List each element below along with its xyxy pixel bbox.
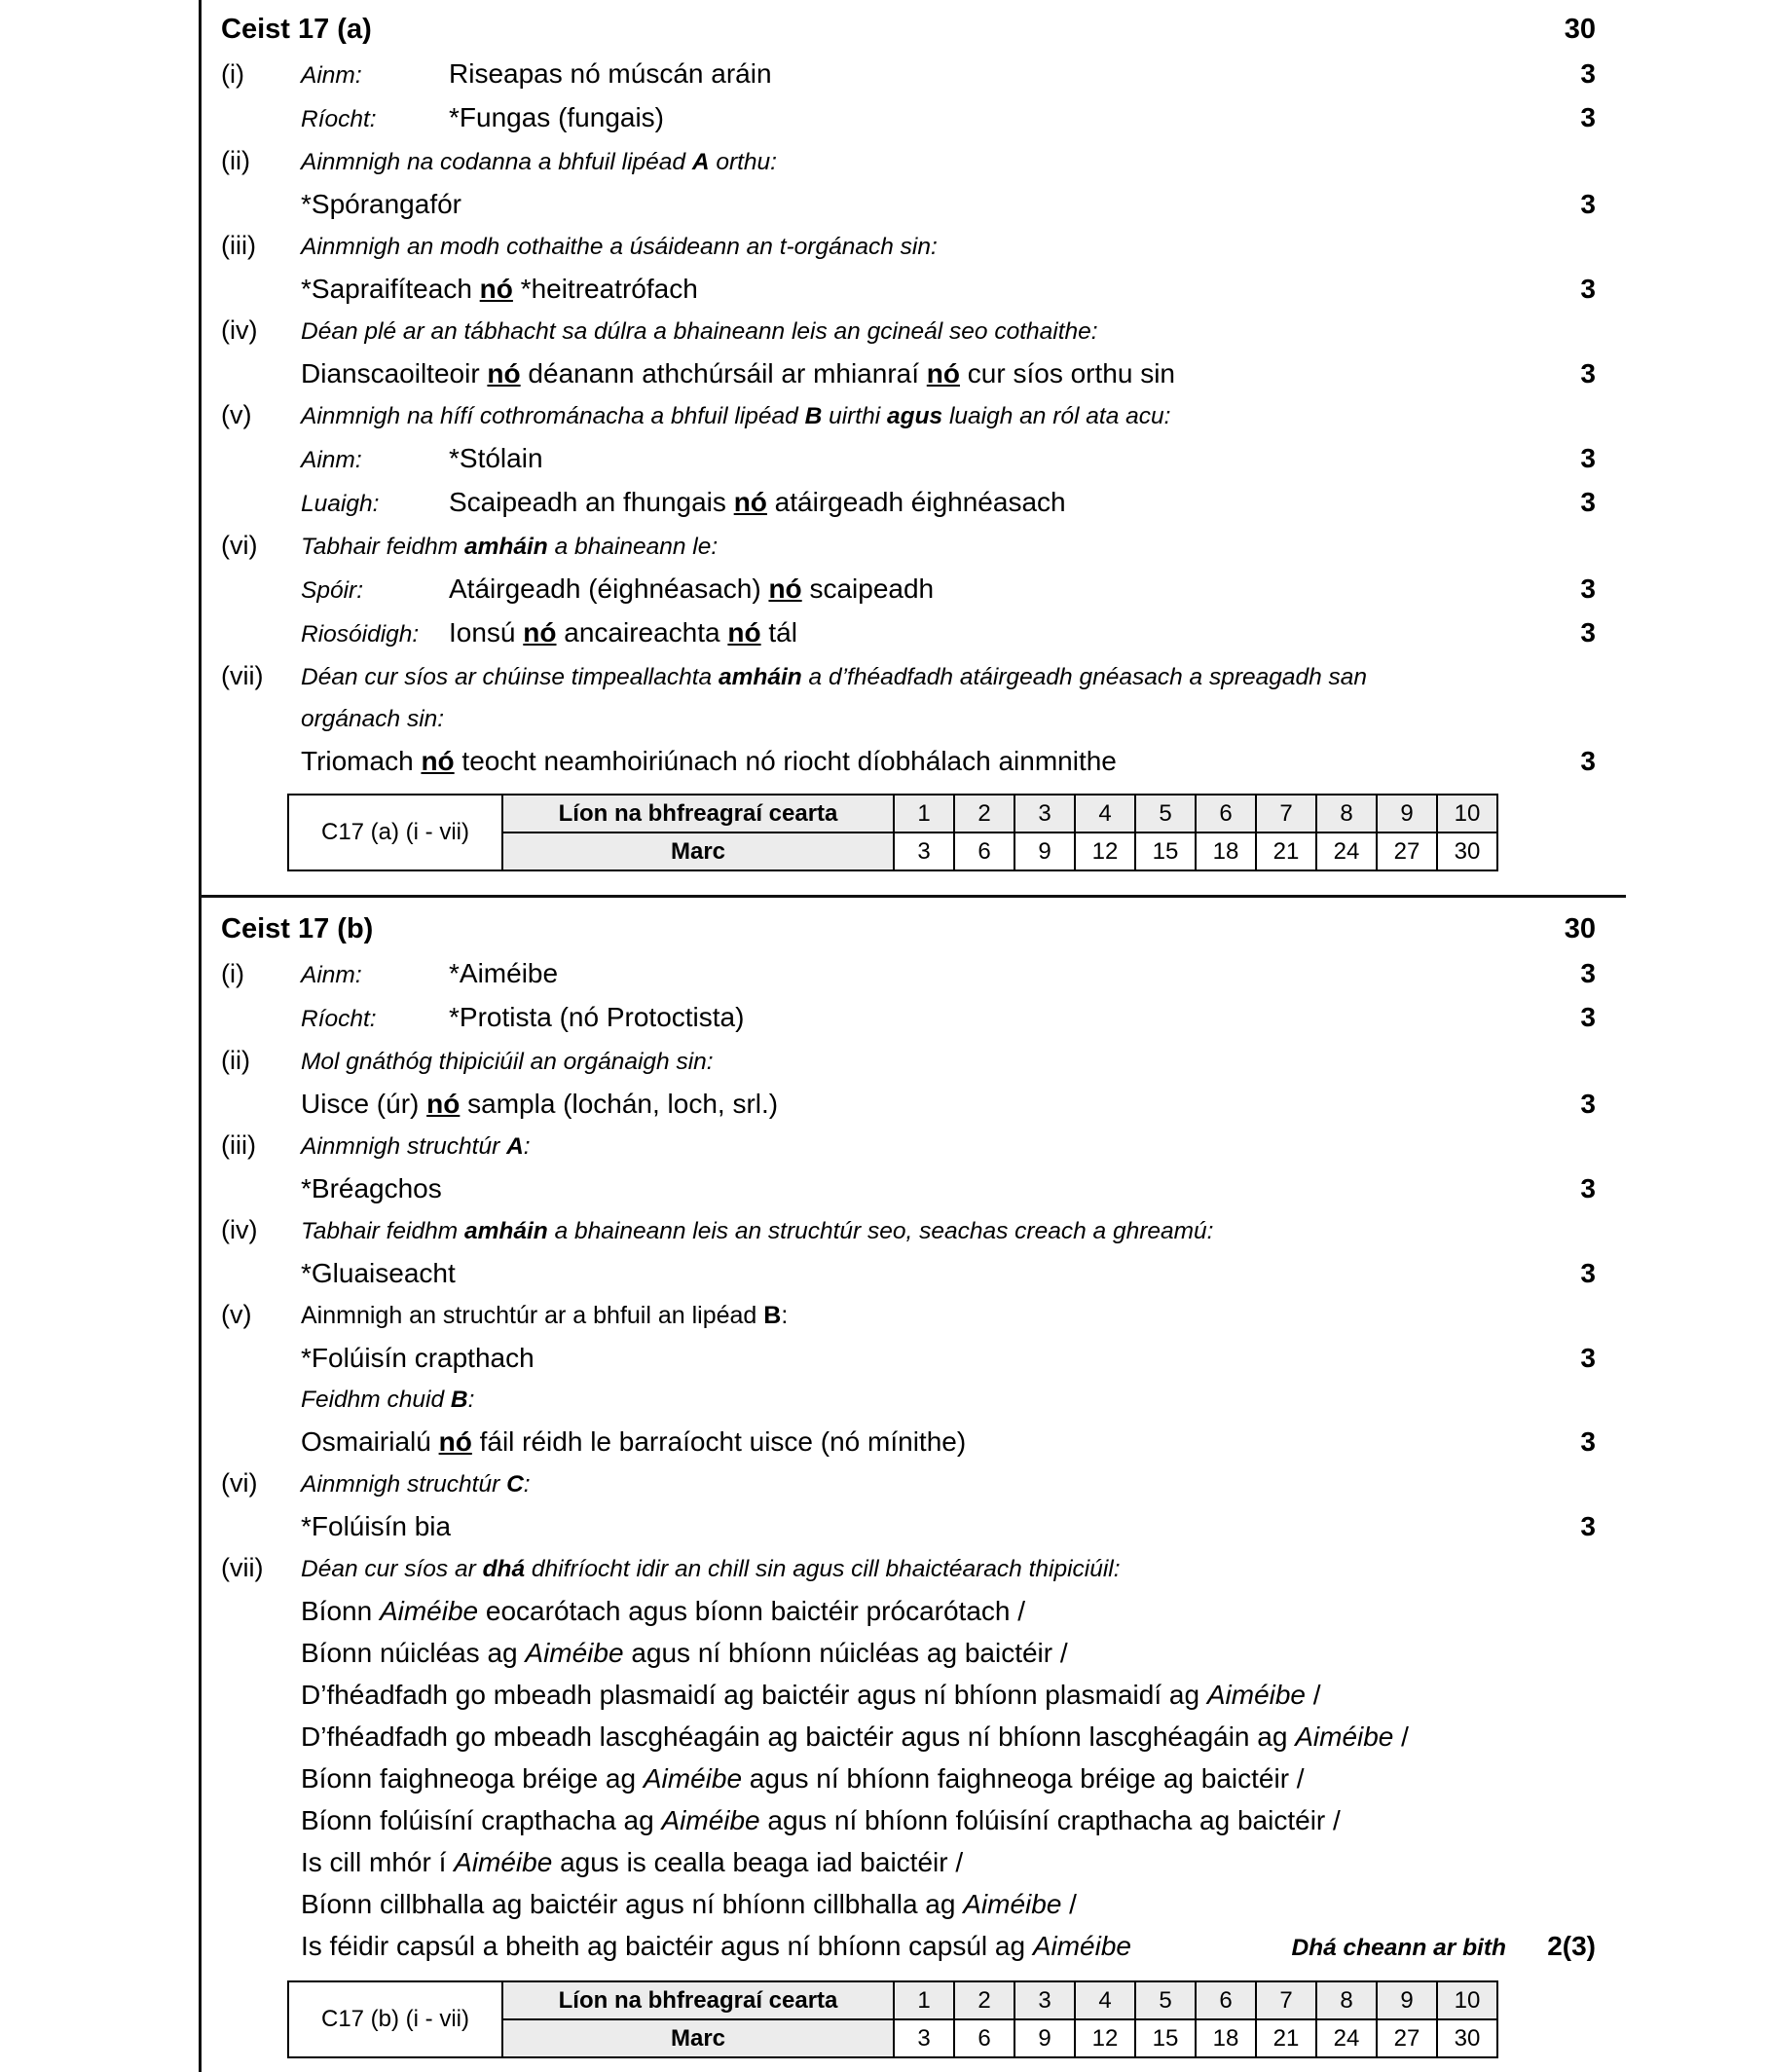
row-text: Bíonn núicléas ag Aiméibe agus ní bhíonn núicléas ag baictéir /	[301, 1638, 1068, 1668]
marks-summary-table-b	[287, 1980, 1498, 2058]
table-number-cell: 12	[1075, 832, 1135, 870]
question-row	[221, 1547, 1596, 1590]
mark-value: 3	[1580, 1511, 1596, 1541]
mark-value: 3	[1580, 1089, 1596, 1119]
row-text: Tabhair feidhm amháin a bhaineann leis an struchtúr seo, seachas creach a ghreamú:	[301, 1218, 1214, 1244]
answer-row	[221, 481, 1596, 525]
table-number-cell: 4	[1075, 795, 1135, 832]
item-number: (vi)	[221, 1468, 258, 1498]
answer-row	[221, 740, 1596, 782]
section-total-mark: 30	[1564, 14, 1596, 45]
item-number: (i)	[221, 959, 244, 988]
answer-row	[221, 1632, 1596, 1674]
answer-row	[221, 1083, 1596, 1125]
table-number-cell: 30	[1437, 832, 1497, 870]
table-number-cell: 6	[1196, 795, 1256, 832]
question-row	[221, 1294, 1596, 1337]
answer-row	[221, 1337, 1596, 1379]
answer-label: Ainm:	[301, 447, 362, 473]
table-number-cell: 9	[1377, 795, 1437, 832]
row-text: Ainmnigh an struchtúr ar a bhfuil an lipéad B:	[301, 1302, 789, 1329]
table-number-cell: 5	[1135, 795, 1196, 832]
row-text: *Sapraifíteach nó *heitreatrófach	[301, 274, 698, 304]
table-number-cell: 3	[1014, 795, 1075, 832]
mark-value: 3	[1580, 102, 1596, 132]
row-text: Is féidir capsúl a bheith ag baictéir agus ní bhíonn capsúl ag Aiméibe	[301, 1931, 1131, 1961]
table-number-cell: 5	[1135, 1981, 1196, 2019]
table-number-cell: 1	[894, 795, 954, 832]
answer-row	[221, 1883, 1596, 1925]
row-text: Ainmnigh na hífí cothrománacha a bhfuil lipéad B uirthi agus luaigh an ról ata acu:	[301, 403, 1171, 429]
row-text: *Spórangafór	[301, 189, 462, 219]
answer-label: Ríocht:	[301, 1006, 377, 1032]
table-header-marc: Marc	[502, 832, 894, 870]
answer-row	[221, 952, 1596, 996]
row-text: Ionsú nó ancaireachta nó tál	[449, 617, 797, 648]
row-text: Mol gnáthóg thipiciúil an orgánaigh sin:	[301, 1049, 714, 1075]
row-text: *Folúisín crapthach	[301, 1343, 535, 1373]
item-number: (ii)	[221, 146, 250, 175]
table-number-cell: 9	[1014, 832, 1075, 870]
mark-value: 3	[1580, 274, 1596, 304]
answer-row	[221, 568, 1596, 611]
table-number-cell: 15	[1135, 832, 1196, 870]
section-ceist-17b	[202, 895, 1626, 2072]
marks-summary-table-a	[287, 794, 1498, 871]
table-number-cell: 3	[894, 2019, 954, 2057]
mark-value: 3	[1580, 1258, 1596, 1288]
answer-row	[221, 183, 1596, 225]
question-row	[221, 310, 1596, 352]
answer-label: Riosóidigh:	[301, 621, 420, 648]
question-row	[221, 1125, 1596, 1167]
answer-row	[221, 996, 1596, 1040]
mark-value: 3	[1580, 574, 1596, 604]
row-text: Dianscaoilteoir nó déanann athchúrsáil ar mhianraí nó cur síos orthu sin	[301, 358, 1175, 388]
answer-row	[221, 1590, 1596, 1632]
table-header-marc: Marc	[502, 2019, 894, 2057]
item-number: (vii)	[221, 661, 264, 690]
row-text: Feidhm chuid B:	[301, 1387, 475, 1413]
mark-value: 3	[1580, 1002, 1596, 1032]
table-number-cell: 8	[1316, 1981, 1377, 2019]
answer-row	[221, 1716, 1596, 1758]
question-row	[221, 394, 1596, 437]
row-text: Osmairialú nó fáil réidh le barraíocht uisce (nó mínithe)	[301, 1426, 967, 1457]
item-number: (vii)	[221, 1553, 264, 1582]
row-text: Déan cur síos ar chúinse timpeallachta amháin a d’fhéadfadh atáirgeadh gnéasach a spreagadh san orgánach sin:	[301, 664, 1368, 732]
mark-value: 2(3)	[1547, 1931, 1596, 1961]
answer-row	[221, 437, 1596, 481]
row-text: Ainmnigh struchtúr C:	[301, 1471, 531, 1498]
section-ceist-17a	[202, 0, 1626, 885]
mark-value: 3	[1580, 487, 1596, 517]
table-number-cell: 6	[1196, 1981, 1256, 2019]
row-text: Bíonn Aiméibe eocarótach agus bíonn baictéir prócarótach /	[301, 1596, 1026, 1626]
section-title: Ceist 17 (b)	[221, 913, 374, 944]
table-number-cell: 3	[894, 832, 954, 870]
table-number-cell: 2	[954, 1981, 1014, 2019]
row-text: Déan plé ar an tábhacht sa dúlra a bhaineann leis an gcineál seo cothaithe:	[301, 318, 1098, 345]
answer-row	[221, 1841, 1596, 1883]
row-text: *Gluaiseacht	[301, 1258, 456, 1288]
table-number-cell: 7	[1256, 795, 1316, 832]
table-number-cell: 30	[1437, 2019, 1497, 2057]
mark-value: 3	[1580, 1173, 1596, 1203]
mark-value: 3	[1580, 443, 1596, 473]
row-text: Scaipeadh an fhungais nó atáirgeadh éighnéasach	[449, 487, 1066, 517]
row-text: Ainmnigh na codanna a bhfuil lipéad A orthu:	[301, 149, 777, 175]
row-text: Is cill mhór í Aiméibe agus is cealla beaga iad baictéir /	[301, 1847, 964, 1877]
item-number: (iv)	[221, 1215, 258, 1244]
answer-row	[221, 1505, 1596, 1547]
answer-row	[221, 611, 1596, 655]
section-total-mark: 30	[1564, 913, 1596, 944]
answer-row	[221, 1252, 1596, 1294]
table-number-cell: 6	[954, 2019, 1014, 2057]
table-number-cell: 18	[1196, 832, 1256, 870]
row-text: Uisce (úr) nó sampla (lochán, loch, srl.)	[301, 1089, 779, 1119]
answer-row	[221, 1925, 1596, 1969]
section-heading-row	[221, 6, 1596, 53]
marking-scheme-page	[199, 0, 1626, 2072]
table-number-cell: 10	[1437, 795, 1497, 832]
row-text: Bíonn faighneoga bréige ag Aiméibe agus ní bhíonn faighneoga bréige ag baictéir /	[301, 1763, 1305, 1794]
answer-row	[221, 53, 1596, 96]
table-number-cell: 12	[1075, 2019, 1135, 2057]
row-text: Ainmnigh struchtúr A:	[301, 1133, 531, 1160]
row-text: *Aiméibe	[449, 958, 559, 988]
row-text: Riseapas nó múscán aráin	[449, 58, 772, 89]
row-text: Tabhair feidhm amháin a bhaineann le:	[301, 534, 719, 560]
answer-row	[221, 1758, 1596, 1799]
row-text: D’fhéadfadh go mbeadh lascghéagáin ag baictéir agus ní bhíonn lascghéagáin ag Aiméibe /	[301, 1721, 1409, 1752]
item-number: (ii)	[221, 1046, 250, 1075]
table-number-cell: 27	[1377, 832, 1437, 870]
answer-row	[221, 1799, 1596, 1841]
item-number: (v)	[221, 1300, 252, 1329]
table-number-cell: 2	[954, 795, 1014, 832]
table-header-correct-answers: Líon na bhfreagraí cearta	[502, 1981, 894, 2019]
answer-row	[221, 96, 1596, 140]
mark-value: 3	[1580, 746, 1596, 776]
mark-value: 3	[1580, 958, 1596, 988]
table-number-cell: 24	[1316, 2019, 1377, 2057]
table-number-cell: 10	[1437, 1981, 1497, 2019]
row-text: *Fungas (fungais)	[449, 102, 665, 132]
row-text: *Protista (nó Protoctista)	[449, 1002, 745, 1032]
row-text: Ainmnigh an modh cothaithe a úsáideann an t-orgánach sin:	[301, 234, 938, 260]
item-number: (vi)	[221, 531, 258, 560]
answer-label: Spóir:	[301, 577, 364, 604]
answer-row	[221, 268, 1596, 310]
row-text: *Stólain	[449, 443, 543, 473]
section-heading-row	[221, 906, 1596, 952]
mark-value: 3	[1580, 358, 1596, 388]
answer-row	[221, 352, 1596, 394]
table-number-cell: 1	[894, 1981, 954, 2019]
table-number-cell: 18	[1196, 2019, 1256, 2057]
question-row	[221, 1040, 1596, 1083]
row-text: Atáirgeadh (éighnéasach) nó scaipeadh	[449, 574, 935, 604]
table-number-cell: 24	[1316, 832, 1377, 870]
question-row	[221, 1462, 1596, 1505]
question-row	[221, 525, 1596, 568]
answer-label: Luaigh:	[301, 491, 380, 517]
section-rows	[221, 952, 1626, 1969]
question-row	[221, 140, 1596, 183]
item-number: (iii)	[221, 231, 256, 260]
table-header-correct-answers: Líon na bhfreagraí cearta	[502, 795, 894, 832]
note-text: Dhá cheann ar bith	[1291, 1935, 1506, 1961]
mark-value: 3	[1580, 58, 1596, 89]
question-row	[221, 1379, 1596, 1421]
table-number-cell: 4	[1075, 1981, 1135, 2019]
answer-row	[221, 1674, 1596, 1716]
mark-value: 3	[1580, 1426, 1596, 1457]
row-text: *Folúisín bia	[301, 1511, 452, 1541]
table-number-cell: 8	[1316, 795, 1377, 832]
mark-value: 3	[1580, 617, 1596, 648]
row-text: D’fhéadfadh go mbeadh plasmaidí ag baictéir agus ní bhíonn plasmaidí ag Aiméibe /	[301, 1680, 1321, 1710]
mark-value: 3	[1580, 189, 1596, 219]
question-row	[221, 225, 1596, 268]
item-number: (iv)	[221, 315, 258, 345]
table-question-label: C17 (a) (i - vii)	[288, 795, 502, 870]
question-row	[221, 655, 1596, 740]
table-number-cell: 3	[1014, 1981, 1075, 2019]
table-number-cell: 21	[1256, 832, 1316, 870]
table-number-cell: 6	[954, 832, 1014, 870]
section-rows	[221, 53, 1626, 782]
row-text: *Bréagchos	[301, 1173, 442, 1203]
table-number-cell: 15	[1135, 2019, 1196, 2057]
answer-row	[221, 1421, 1596, 1462]
answer-label: Ainm:	[301, 962, 362, 988]
item-number: (i)	[221, 59, 244, 89]
section-title: Ceist 17 (a)	[221, 14, 372, 45]
row-text: Bíonn folúisíní crapthacha ag Aiméibe agus ní bhíonn folúisíní crapthacha ag baictéir /	[301, 1805, 1341, 1835]
row-text: Triomach nó teocht neamhoiriúnach nó riocht díobhálach ainmnithe	[301, 746, 1117, 776]
table-number-cell: 27	[1377, 2019, 1437, 2057]
mark-value: 3	[1580, 1343, 1596, 1373]
table-question-label: C17 (b) (i - vii)	[288, 1981, 502, 2057]
table-number-cell: 21	[1256, 2019, 1316, 2057]
answer-label: Ainm:	[301, 62, 362, 89]
item-number: (iii)	[221, 1130, 256, 1160]
row-text: Bíonn cillbhalla ag baictéir agus ní bhíonn cillbhalla ag Aiméibe /	[301, 1889, 1077, 1919]
table-number-cell: 7	[1256, 1981, 1316, 2019]
question-row	[221, 1209, 1596, 1252]
table-number-cell: 9	[1014, 2019, 1075, 2057]
row-text: Déan cur síos ar dhá dhifríocht idir an chill sin agus cill bhaictéarach thipiciúil:	[301, 1556, 1121, 1582]
table-number-cell: 9	[1377, 1981, 1437, 2019]
item-number: (v)	[221, 400, 252, 429]
answer-row	[221, 1167, 1596, 1209]
answer-label: Ríocht:	[301, 106, 377, 132]
